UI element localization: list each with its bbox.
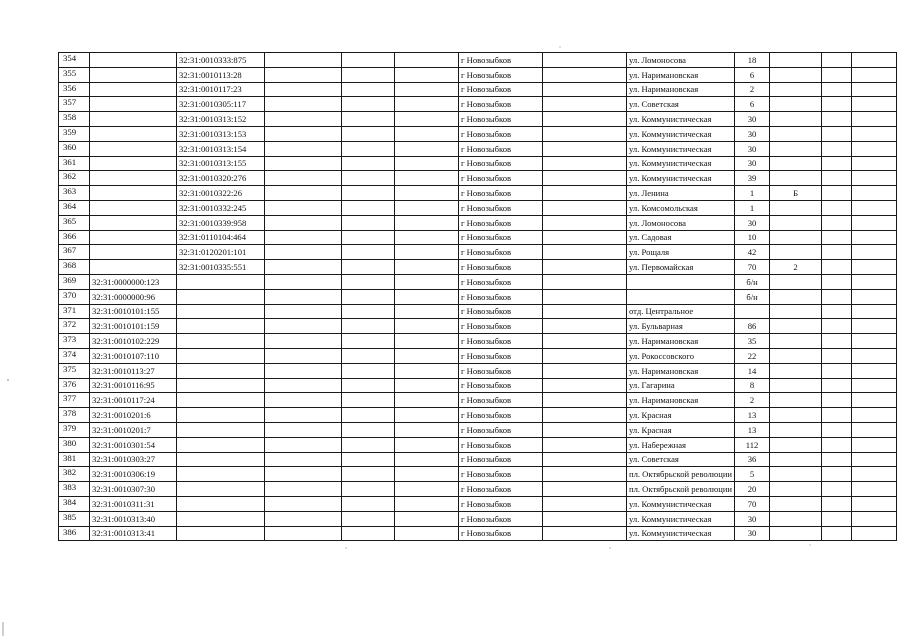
row-number: 382 <box>59 467 90 482</box>
house-number-cell: 1 <box>735 200 770 215</box>
cadastral-number-cell: 32:31:0010313:155 <box>177 156 265 171</box>
city-cell: г Новозыбков <box>459 141 543 156</box>
city-cell: г Новозыбков <box>459 393 543 408</box>
street-cell: ул. Наримановская <box>627 334 735 349</box>
city-cell: г Новозыбков <box>459 245 543 260</box>
row-number: 379 <box>59 422 90 437</box>
city-cell: г Новозыбков <box>459 112 543 127</box>
cadastral-number-cell: 32:31:0010339:958 <box>177 215 265 230</box>
city-cell: г Новозыбков <box>459 260 543 275</box>
street-cell: ул. Наримановская <box>627 363 735 378</box>
city-cell: г Новозыбков <box>459 230 543 245</box>
cadastral-number-cell: 32:31:0010102:229 <box>90 334 177 349</box>
house-number-cell: 36 <box>735 452 770 467</box>
cadastral-number-cell: 32:31:0010101:155 <box>90 304 177 319</box>
cadastral-number-cell: 32:31:0010333:875 <box>177 53 265 68</box>
cadastral-number-cell: 32:31:0010335:551 <box>177 260 265 275</box>
street-cell: ул. Коммунистическая <box>627 126 735 141</box>
street-cell: ул. Наримановская <box>627 82 735 97</box>
city-cell: г Новозыбков <box>459 186 543 201</box>
cadastral-number-cell: 32:31:0000000:123 <box>90 274 177 289</box>
row-number: 384 <box>59 496 90 511</box>
row-number: 358 <box>59 112 90 127</box>
cadastral-number-cell: 32:31:0010101:159 <box>90 319 177 334</box>
city-cell: г Новозыбков <box>459 334 543 349</box>
cadastral-number-cell: 32:31:0010307:30 <box>90 482 177 497</box>
house-number-cell: 39 <box>735 171 770 186</box>
row-number: 375 <box>59 363 90 378</box>
cadastral-number-cell: 32:31:0010311:31 <box>90 496 177 511</box>
city-cell: г Новозыбков <box>459 437 543 452</box>
house-number-cell: 42 <box>735 245 770 260</box>
house-number-cell: 70 <box>735 496 770 511</box>
row-number: 361 <box>59 156 90 171</box>
row-number: 377 <box>59 393 90 408</box>
row-number: 355 <box>59 67 90 82</box>
street-cell: ул. Ломоносова <box>627 53 735 68</box>
row-number: 380 <box>59 437 90 452</box>
row-number: 383 <box>59 482 90 497</box>
house-number-cell: 112 <box>735 437 770 452</box>
building-letter-cell: Б <box>770 186 822 201</box>
house-number-cell: 5 <box>735 467 770 482</box>
house-number-cell: 30 <box>735 112 770 127</box>
city-cell: г Новозыбков <box>459 53 543 68</box>
row-number: 366 <box>59 230 90 245</box>
row-number: 367 <box>59 245 90 260</box>
cadastral-number-cell: 32:31:0010313:41 <box>90 526 177 541</box>
cadastral-number-cell: 32:31:0010301:54 <box>90 437 177 452</box>
street-cell: ул. Рокоссовского <box>627 348 735 363</box>
city-cell: г Новозыбков <box>459 452 543 467</box>
street-cell: пл. Октябрьской революции <box>627 467 735 482</box>
cadastral-number-cell: 32:31:0010117:24 <box>90 393 177 408</box>
cadastral-number-cell: 32:31:0010322:26 <box>177 186 265 201</box>
street-cell: ул. Коммунистическая <box>627 156 735 171</box>
house-number-cell: 30 <box>735 511 770 526</box>
city-cell: г Новозыбков <box>459 348 543 363</box>
cadastral-number-cell: 32:31:0010201:6 <box>90 408 177 423</box>
row-number: 372 <box>59 319 90 334</box>
row-number: 376 <box>59 378 90 393</box>
street-cell: ул. Первомайская <box>627 260 735 275</box>
house-number-cell: б/н <box>735 289 770 304</box>
street-cell: ул. Коммунистическая <box>627 511 735 526</box>
house-number-cell: 13 <box>735 408 770 423</box>
street-cell: ул. Коммунистическая <box>627 526 735 541</box>
house-number-cell: 30 <box>735 126 770 141</box>
street-cell: ул. Рощаля <box>627 245 735 260</box>
row-number: 369 <box>59 274 90 289</box>
row-number: 368 <box>59 260 90 275</box>
city-cell: г Новозыбков <box>459 422 543 437</box>
street-cell: ул. Наримановская <box>627 393 735 408</box>
house-number-cell: 22 <box>735 348 770 363</box>
city-cell: г Новозыбков <box>459 171 543 186</box>
cadastral-number-cell: 32:31:0010113:27 <box>90 363 177 378</box>
house-number-cell: 1 <box>735 186 770 201</box>
city-cell: г Новозыбков <box>459 126 543 141</box>
city-cell: г Новозыбков <box>459 200 543 215</box>
cadastral-number-cell: 32:31:0110104:464 <box>177 230 265 245</box>
city-cell: г Новозыбков <box>459 408 543 423</box>
house-number-cell: 2 <box>735 82 770 97</box>
cadastral-number-cell: 32:31:0120201:101 <box>177 245 265 260</box>
house-number-cell: 6 <box>735 67 770 82</box>
city-cell: г Новозыбков <box>459 363 543 378</box>
city-cell: г Новозыбков <box>459 97 543 112</box>
row-number: 362 <box>59 171 90 186</box>
row-number: 370 <box>59 289 90 304</box>
house-number-cell: 2 <box>735 393 770 408</box>
city-cell: г Новозыбков <box>459 156 543 171</box>
row-number: 363 <box>59 186 90 201</box>
cadastral-number-cell: 32:31:0010313:153 <box>177 126 265 141</box>
street-cell: ул. Садовая <box>627 230 735 245</box>
row-number: 360 <box>59 141 90 156</box>
street-cell: ул. Комсомольская <box>627 200 735 215</box>
row-number: 359 <box>59 126 90 141</box>
house-number-cell: 70 <box>735 260 770 275</box>
street-cell: ул. Набережная <box>627 437 735 452</box>
street-cell: ул. Коммунистическая <box>627 496 735 511</box>
row-number: 357 <box>59 97 90 112</box>
house-number-cell: 18 <box>735 53 770 68</box>
row-number: 378 <box>59 408 90 423</box>
street-cell: ул. Наримановская <box>627 67 735 82</box>
city-cell: г Новозыбков <box>459 304 543 319</box>
house-number-cell: 14 <box>735 363 770 378</box>
house-number-cell: 30 <box>735 215 770 230</box>
city-cell: г Новозыбков <box>459 511 543 526</box>
house-number-cell: 6 <box>735 97 770 112</box>
row-number: 385 <box>59 511 90 526</box>
cadastral-number-cell: 32:31:0010107:110 <box>90 348 177 363</box>
house-number-cell: 30 <box>735 141 770 156</box>
street-cell: ул. Ленина <box>627 186 735 201</box>
city-cell: г Новозыбков <box>459 482 543 497</box>
cadastral-number-cell: 32:31:0000000:96 <box>90 289 177 304</box>
cadastral-number-cell: 32:31:0010113:28 <box>177 67 265 82</box>
house-number-cell: 30 <box>735 156 770 171</box>
street-cell: ул. Коммунистическая <box>627 171 735 186</box>
house-number-cell: 35 <box>735 334 770 349</box>
row-number: 381 <box>59 452 90 467</box>
row-number: 386 <box>59 526 90 541</box>
row-number: 374 <box>59 348 90 363</box>
city-cell: г Новозыбков <box>459 496 543 511</box>
street-cell: ул. Бульварная <box>627 319 735 334</box>
street-cell: пл. Октябрьской революции <box>627 482 735 497</box>
house-number-cell: 10 <box>735 230 770 245</box>
house-number-cell: 13 <box>735 422 770 437</box>
house-number-cell: 8 <box>735 378 770 393</box>
row-number: 365 <box>59 215 90 230</box>
cadastral-number-cell: 32:31:0010305:117 <box>177 97 265 112</box>
cadastral-number-cell: 32:31:0010332:245 <box>177 200 265 215</box>
city-cell: г Новозыбков <box>459 67 543 82</box>
house-number-cell: 20 <box>735 482 770 497</box>
street-cell: ул. Гагарина <box>627 378 735 393</box>
cadastral-number-cell: 32:31:0010313:40 <box>90 511 177 526</box>
building-letter-cell: 2 <box>770 260 822 275</box>
row-number: 356 <box>59 82 90 97</box>
cadastral-number-cell: 32:31:0010303:27 <box>90 452 177 467</box>
city-cell: г Новозыбков <box>459 82 543 97</box>
street-cell: ул. Коммунистическая <box>627 112 735 127</box>
house-number-cell: 30 <box>735 526 770 541</box>
street-cell: ул. Красная <box>627 408 735 423</box>
city-cell: г Новозыбков <box>459 274 543 289</box>
city-cell: г Новозыбков <box>459 289 543 304</box>
house-number-cell: 86 <box>735 319 770 334</box>
cadastral-number-cell: 32:31:0010313:154 <box>177 141 265 156</box>
street-cell: ул. Советская <box>627 97 735 112</box>
row-number: 371 <box>59 304 90 319</box>
street-cell: отд. Центральное <box>627 304 735 319</box>
city-cell: г Новозыбков <box>459 378 543 393</box>
cadastral-number-cell: 32:31:0010117:23 <box>177 82 265 97</box>
cadastral-number-cell: 32:31:0010320:276 <box>177 171 265 186</box>
city-cell: г Новозыбков <box>459 467 543 482</box>
house-number-cell: б/н <box>735 274 770 289</box>
cadastral-number-cell: 32:31:0010313:152 <box>177 112 265 127</box>
city-cell: г Новозыбков <box>459 526 543 541</box>
street-cell: ул. Коммунистическая <box>627 141 735 156</box>
cadastral-number-cell: 32:31:0010116:95 <box>90 378 177 393</box>
row-number: 354 <box>59 53 90 68</box>
cadastral-number-cell: 32:31:0010306:19 <box>90 467 177 482</box>
street-cell: ул. Ломоносова <box>627 215 735 230</box>
city-cell: г Новозыбков <box>459 319 543 334</box>
city-cell: г Новозыбков <box>459 215 543 230</box>
row-number: 373 <box>59 334 90 349</box>
cadastral-number-cell: 32:31:0010201:7 <box>90 422 177 437</box>
street-cell: ул. Советская <box>627 452 735 467</box>
row-number: 364 <box>59 200 90 215</box>
street-cell: ул. Красная <box>627 422 735 437</box>
